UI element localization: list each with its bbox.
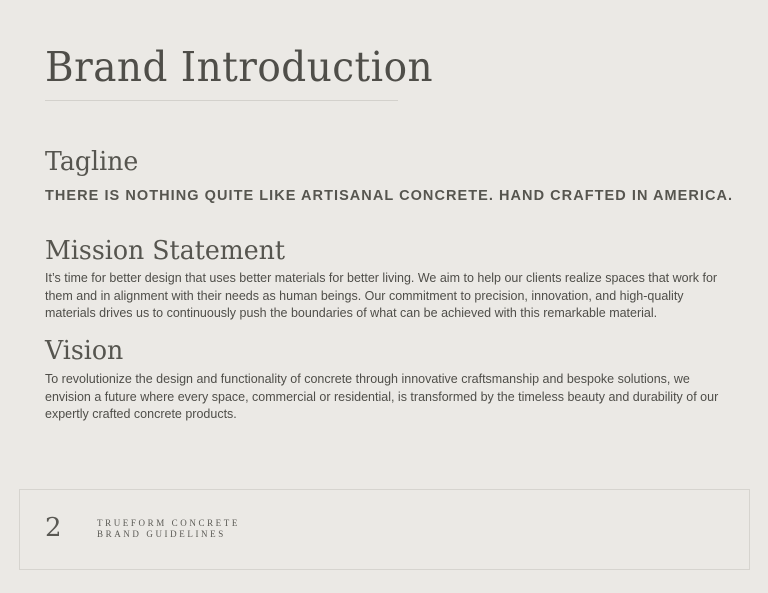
mission-heading: Mission Statement [45, 236, 286, 266]
vision-text: To revolutionize the design and functionality of concrete through innovative craftsmanship and bespoke solutions, we envision a future where every space, commercial or residential, is transformed by the timeless beauty and durability of our expertly crafted concrete products. [45, 372, 719, 421]
page-title: Brand Introduction [45, 43, 434, 91]
page-number: 2 [45, 513, 62, 543]
vision-heading: Vision [45, 336, 124, 366]
tagline-text: THERE IS NOTHING QUITE LIKE ARTISANAL CONCRETE. HAND CRAFTED IN AMERICA. [45, 188, 734, 204]
title-divider [45, 100, 398, 101]
footer-document-name: BRAND GUIDELINES [97, 529, 226, 539]
footer-company-name: TRUEFORM CONCRETE [97, 518, 240, 528]
tagline-heading: Tagline [45, 147, 139, 177]
mission-text: It’s time for better design that uses better materials for better living. We aim to help our clients realize spaces that work for them and in alignment with their needs as human beings. Our commitment to precision, innovation, and high-quality materials drives us to continuously push the boundaries of what can be achieved with this remarkable material. [45, 271, 718, 320]
